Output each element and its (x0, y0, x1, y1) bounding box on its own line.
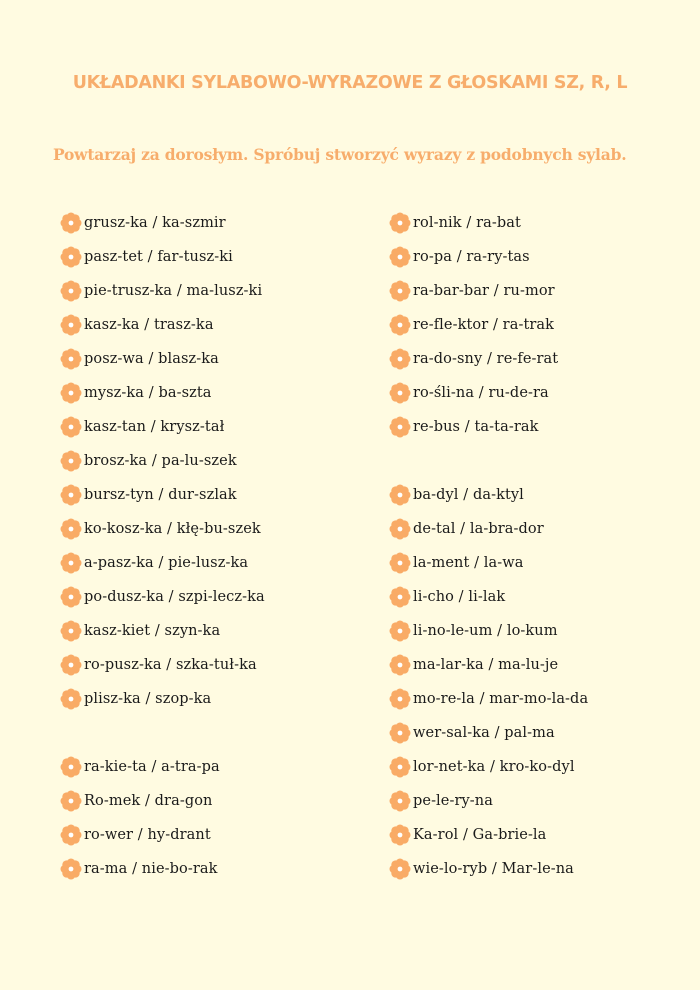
list-item (389, 308, 588, 342)
syllable-words: wie-lo-ryb / Mar-le-na (413, 861, 574, 877)
list-item (60, 614, 265, 648)
flower-icon (389, 858, 411, 880)
syllable-words: Ro-mek / dra-gon (84, 793, 213, 809)
syllable-words: lor-net-ka / kro-ko-dyl (413, 759, 575, 775)
list-item (389, 784, 588, 818)
syllable-words: ro-wer / hy-drant (84, 827, 211, 843)
flower-icon (60, 586, 82, 608)
list-item (389, 614, 588, 648)
list-item (60, 206, 265, 240)
syllable-words: la-ment / la-wa (413, 555, 524, 571)
left-word-column (60, 206, 265, 886)
flower-icon (60, 790, 82, 812)
syllable-words: a-pasz-ka / pie-lusz-ka (84, 555, 249, 571)
syllable-words: plisz-ka / szop-ka (84, 691, 212, 707)
list-item (389, 206, 588, 240)
page-title: UKŁADANKI SYLABOWO-WYRAZOWE Z GŁOSKAMI SZ, R, L (72, 73, 628, 93)
syllable-words: po-dusz-ka / szpi-lecz-ka (84, 589, 265, 605)
list-item (389, 478, 588, 512)
syllable-words: ro-pusz-ka / szka-tuł-ka (84, 657, 257, 673)
list-item (60, 750, 265, 784)
flower-icon (389, 382, 411, 404)
flower-icon (60, 450, 82, 472)
syllable-words: li-cho / li-lak (413, 589, 506, 605)
syllable-words: re-fle-ktor / ra-trak (413, 317, 555, 333)
list-item (389, 648, 588, 682)
list-item (60, 682, 265, 716)
syllable-words: re-bus / ta-ta-rak (413, 419, 539, 435)
flower-icon (389, 688, 411, 710)
flower-icon (389, 722, 411, 744)
flower-icon (60, 348, 82, 370)
flower-icon (60, 824, 82, 846)
flower-icon (389, 518, 411, 540)
list-item (389, 512, 588, 546)
flower-icon (389, 246, 411, 268)
list-item (60, 546, 265, 580)
flower-icon (389, 756, 411, 778)
syllable-words: kasz-ka / trasz-ka (84, 317, 214, 333)
flower-icon (389, 654, 411, 676)
flower-icon (389, 348, 411, 370)
syllable-words: kasz-kiet / szyn-ka (84, 623, 221, 639)
syllable-words: ra-do-sny / re-fe-rat (413, 351, 559, 367)
list-item (60, 274, 265, 308)
syllable-words: ko-kosz-ka / kłę-bu-szek (84, 521, 261, 537)
list-item (389, 274, 588, 308)
list-item (389, 410, 588, 444)
syllable-words: Ka-rol / Ga-brie-la (413, 827, 547, 843)
list-item (389, 546, 588, 580)
list-item (60, 852, 265, 886)
syllable-words: brosz-ka / pa-lu-szek (84, 453, 237, 469)
flower-icon (389, 586, 411, 608)
list-item (389, 716, 588, 750)
list-item (60, 410, 265, 444)
flower-icon (389, 552, 411, 574)
list-item (389, 376, 588, 410)
syllable-words: ra-ma / nie-bo-rak (84, 861, 218, 877)
list-item (60, 308, 265, 342)
syllable-words: pasz-tet / far-tusz-ki (84, 249, 233, 265)
flower-icon (60, 756, 82, 778)
syllable-words: bursz-tyn / dur-szlak (84, 487, 237, 503)
list-item (389, 818, 588, 852)
syllable-words: ba-dyl / da-ktyl (413, 487, 524, 503)
list-item (60, 784, 265, 818)
syllable-words: mysz-ka / ba-szta (84, 385, 212, 401)
flower-icon (60, 382, 82, 404)
syllable-words: rol-nik / ra-bat (413, 215, 521, 231)
flower-icon (389, 824, 411, 846)
flower-icon (60, 620, 82, 642)
flower-icon (60, 858, 82, 880)
spacer (60, 716, 265, 750)
syllable-words: wer-sal-ka / pal-ma (413, 725, 555, 741)
list-item (60, 376, 265, 410)
syllable-words: posz-wa / blasz-ka (84, 351, 219, 367)
syllable-words: ro-pa / ra-ry-tas (413, 249, 530, 265)
syllable-words: ra-bar-bar / ru-mor (413, 283, 555, 299)
flower-icon (389, 620, 411, 642)
list-item (60, 478, 265, 512)
list-item (60, 818, 265, 852)
flower-icon (60, 688, 82, 710)
flower-icon (389, 484, 411, 506)
flower-icon (60, 416, 82, 438)
syllable-words: li-no-le-um / lo-kum (413, 623, 558, 639)
syllable-words: ma-lar-ka / ma-lu-je (413, 657, 559, 673)
list-item (60, 342, 265, 376)
instructions: Powtarzaj za dorosłym. Spróbuj stworzyć wyrazy z podobnych sylab. (53, 145, 627, 164)
flower-icon (389, 280, 411, 302)
flower-icon (389, 416, 411, 438)
syllable-words: kasz-tan / krysz-tał (84, 419, 225, 435)
right-word-column (389, 206, 588, 886)
flower-icon (389, 212, 411, 234)
syllable-words: ro-śli-na / ru-de-ra (413, 385, 549, 401)
list-item (60, 648, 265, 682)
flower-icon (60, 280, 82, 302)
syllable-words: pie-trusz-ka / ma-lusz-ki (84, 283, 263, 299)
list-item (389, 342, 588, 376)
list-item (389, 580, 588, 614)
flower-icon (60, 654, 82, 676)
syllable-words: grusz-ka / ka-szmir (84, 215, 226, 231)
list-item (389, 240, 588, 274)
spacer (389, 444, 588, 478)
flower-icon (60, 552, 82, 574)
syllable-words: mo-re-la / mar-mo-la-da (413, 691, 589, 707)
flower-icon (60, 518, 82, 540)
flower-icon (389, 314, 411, 336)
flower-icon (60, 314, 82, 336)
flower-icon (60, 212, 82, 234)
list-item (389, 750, 588, 784)
list-item (389, 682, 588, 716)
flower-icon (389, 790, 411, 812)
list-item (60, 240, 265, 274)
list-item (389, 852, 588, 886)
flower-icon (60, 484, 82, 506)
list-item (60, 512, 265, 546)
list-item (60, 444, 265, 478)
syllable-words: ra-kie-ta / a-tra-pa (84, 759, 220, 775)
flower-icon (60, 246, 82, 268)
list-item (60, 580, 265, 614)
syllable-words: pe-le-ry-na (413, 793, 493, 809)
syllable-words: de-tal / la-bra-dor (413, 521, 544, 537)
